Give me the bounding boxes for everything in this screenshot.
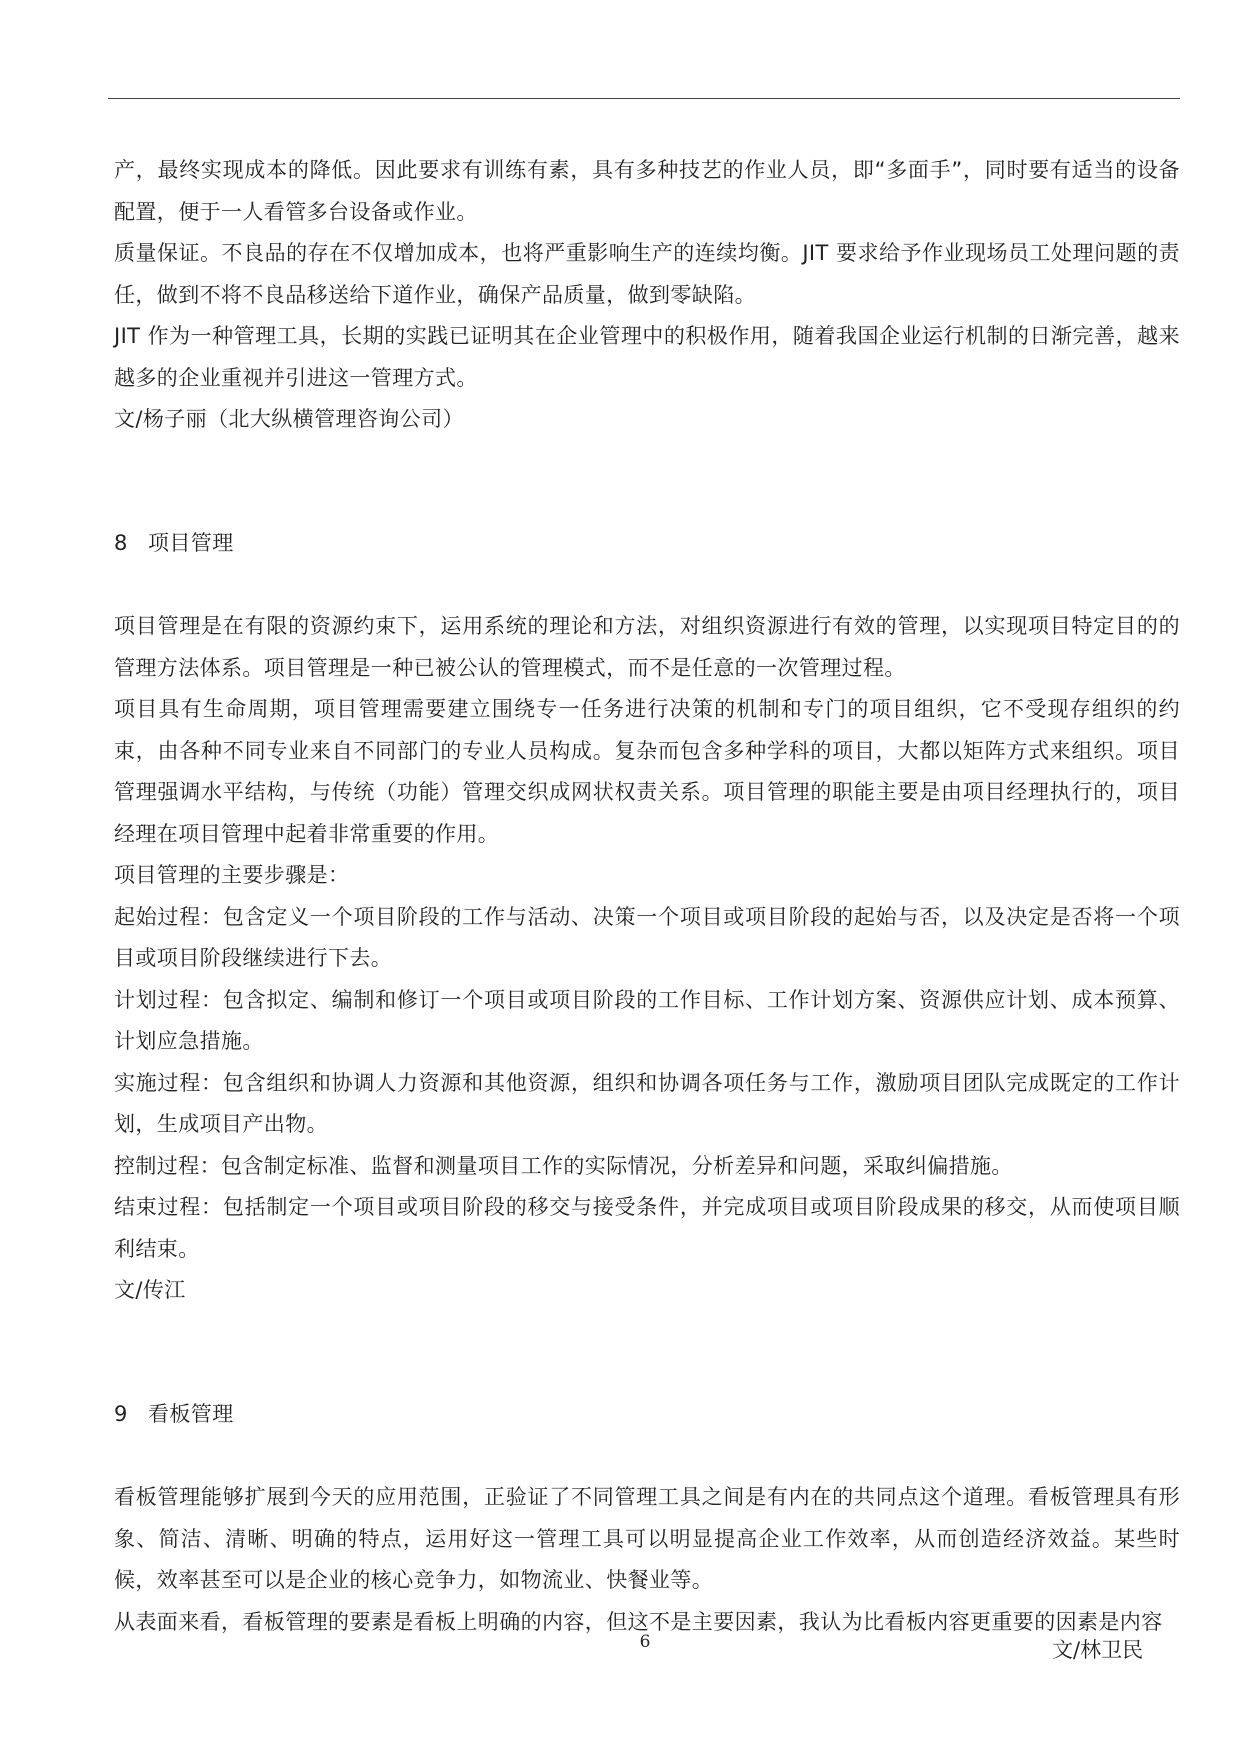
paragraph: 起始过程：包含定义一个项目阶段的工作与活动、决策一个项目或项目阶段的起始与否，以及决定是否将一个项目或项目阶段继续进行下去。: [114, 904, 1180, 970]
paragraph: 项目管理的主要步骤是：: [114, 863, 350, 887]
section-title: 项目管理: [148, 530, 234, 555]
section-number: 9: [114, 1401, 128, 1426]
paragraph: 项目具有生命周期，项目管理需要建立围绕专一任务进行决策的机制和专门的项目组织，它不受现存组织的约束，由各种不同专业来自不同部门的专业人员构成。复杂而包含多种学科的项目，大都以矩阵方式来组织。项目管理强调水平结构，与传统（功能）管理交织成网状权责关系。项目管理的职能主要是由项目经理执行的，项目经理在项目管理中起着非常重要的作用。: [114, 697, 1180, 846]
author-line: 文/传江: [114, 1278, 186, 1302]
paragraph: JIT 作为一种管理工具，长期的实践已证明其在企业管理中的积极作用，随着我国企业运行机制的日渐完善，越来越多的企业重视并引进这一管理方式。: [114, 324, 1180, 390]
footer-author: 文/林卫民: [1052, 1638, 1144, 1662]
paragraph: 项目管理是在有限的资源约束下，运用系统的理论和方法，对组织资源进行有效的管理，以实现项目特定目的的管理方法体系。项目管理是一种已被公认的管理模式，而不是任意的一次管理过程。: [114, 614, 1180, 680]
paragraph: 结束过程：包括制定一个项目或项目阶段的移交与接受条件，并完成项目或项目阶段成果的移交，从而使项目顺利结束。: [114, 1195, 1180, 1261]
section-heading: [114, 523, 1180, 565]
paragraph: 产，最终实现成本的降低。因此要求有训练有素，具有多种技艺的作业人员，即“多面手”，同时要有适当的设备配置，便于一人看管多台设备或作业。: [114, 158, 1180, 224]
page-number: 6: [639, 1632, 651, 1652]
header-rule: [108, 98, 1180, 99]
paragraph: 计划过程：包含拟定、编制和修订一个项目或项目阶段的工作目标、工作计划方案、资源供应计划、成本预算、计划应急措施。: [114, 987, 1180, 1053]
author-line: 文/杨子丽（北大纵横管理咨询公司）: [114, 407, 464, 431]
document-body: [114, 150, 1180, 1643]
paragraph: 从表面来看，看板管理的要素是看板上明确的内容，但这不是主要因素，我认为比看板内容更重要的因素是内容: [114, 1609, 1163, 1634]
paragraph: 控制过程：包含制定标准、监督和测量项目工作的实际情况，分析差异和问题，采取纠偏措施。: [114, 1153, 1013, 1178]
paragraph: 质量保证。不良品的存在不仅增加成本，也将严重影响生产的连续均衡。JIT 要求给予作业现场员工处理问题的责任，做到不将不良品移送给下道作业，确保产品质量，做到零缺陷。: [114, 241, 1180, 307]
section-title: 看板管理: [148, 1401, 234, 1426]
paragraph: 看板管理能够扩展到今天的应用范围，正验证了不同管理工具之间是有内在的共同点这个道理。看板管理具有形象、简洁、清晰、明确的特点，运用好这一管理工具可以明显提高企业工作效率，从而创造经济效益。某些时候，效率甚至可以是企业的核心竞争力，如物流业、快餐业等。: [114, 1485, 1180, 1592]
paragraph: 实施过程：包含组织和协调人力资源和其他资源，组织和协调各项任务与工作，激励项目团队完成既定的工作计划，生成项目产出物。: [114, 1070, 1180, 1136]
section-number: 8: [114, 530, 128, 555]
section-heading: [114, 1394, 1180, 1436]
